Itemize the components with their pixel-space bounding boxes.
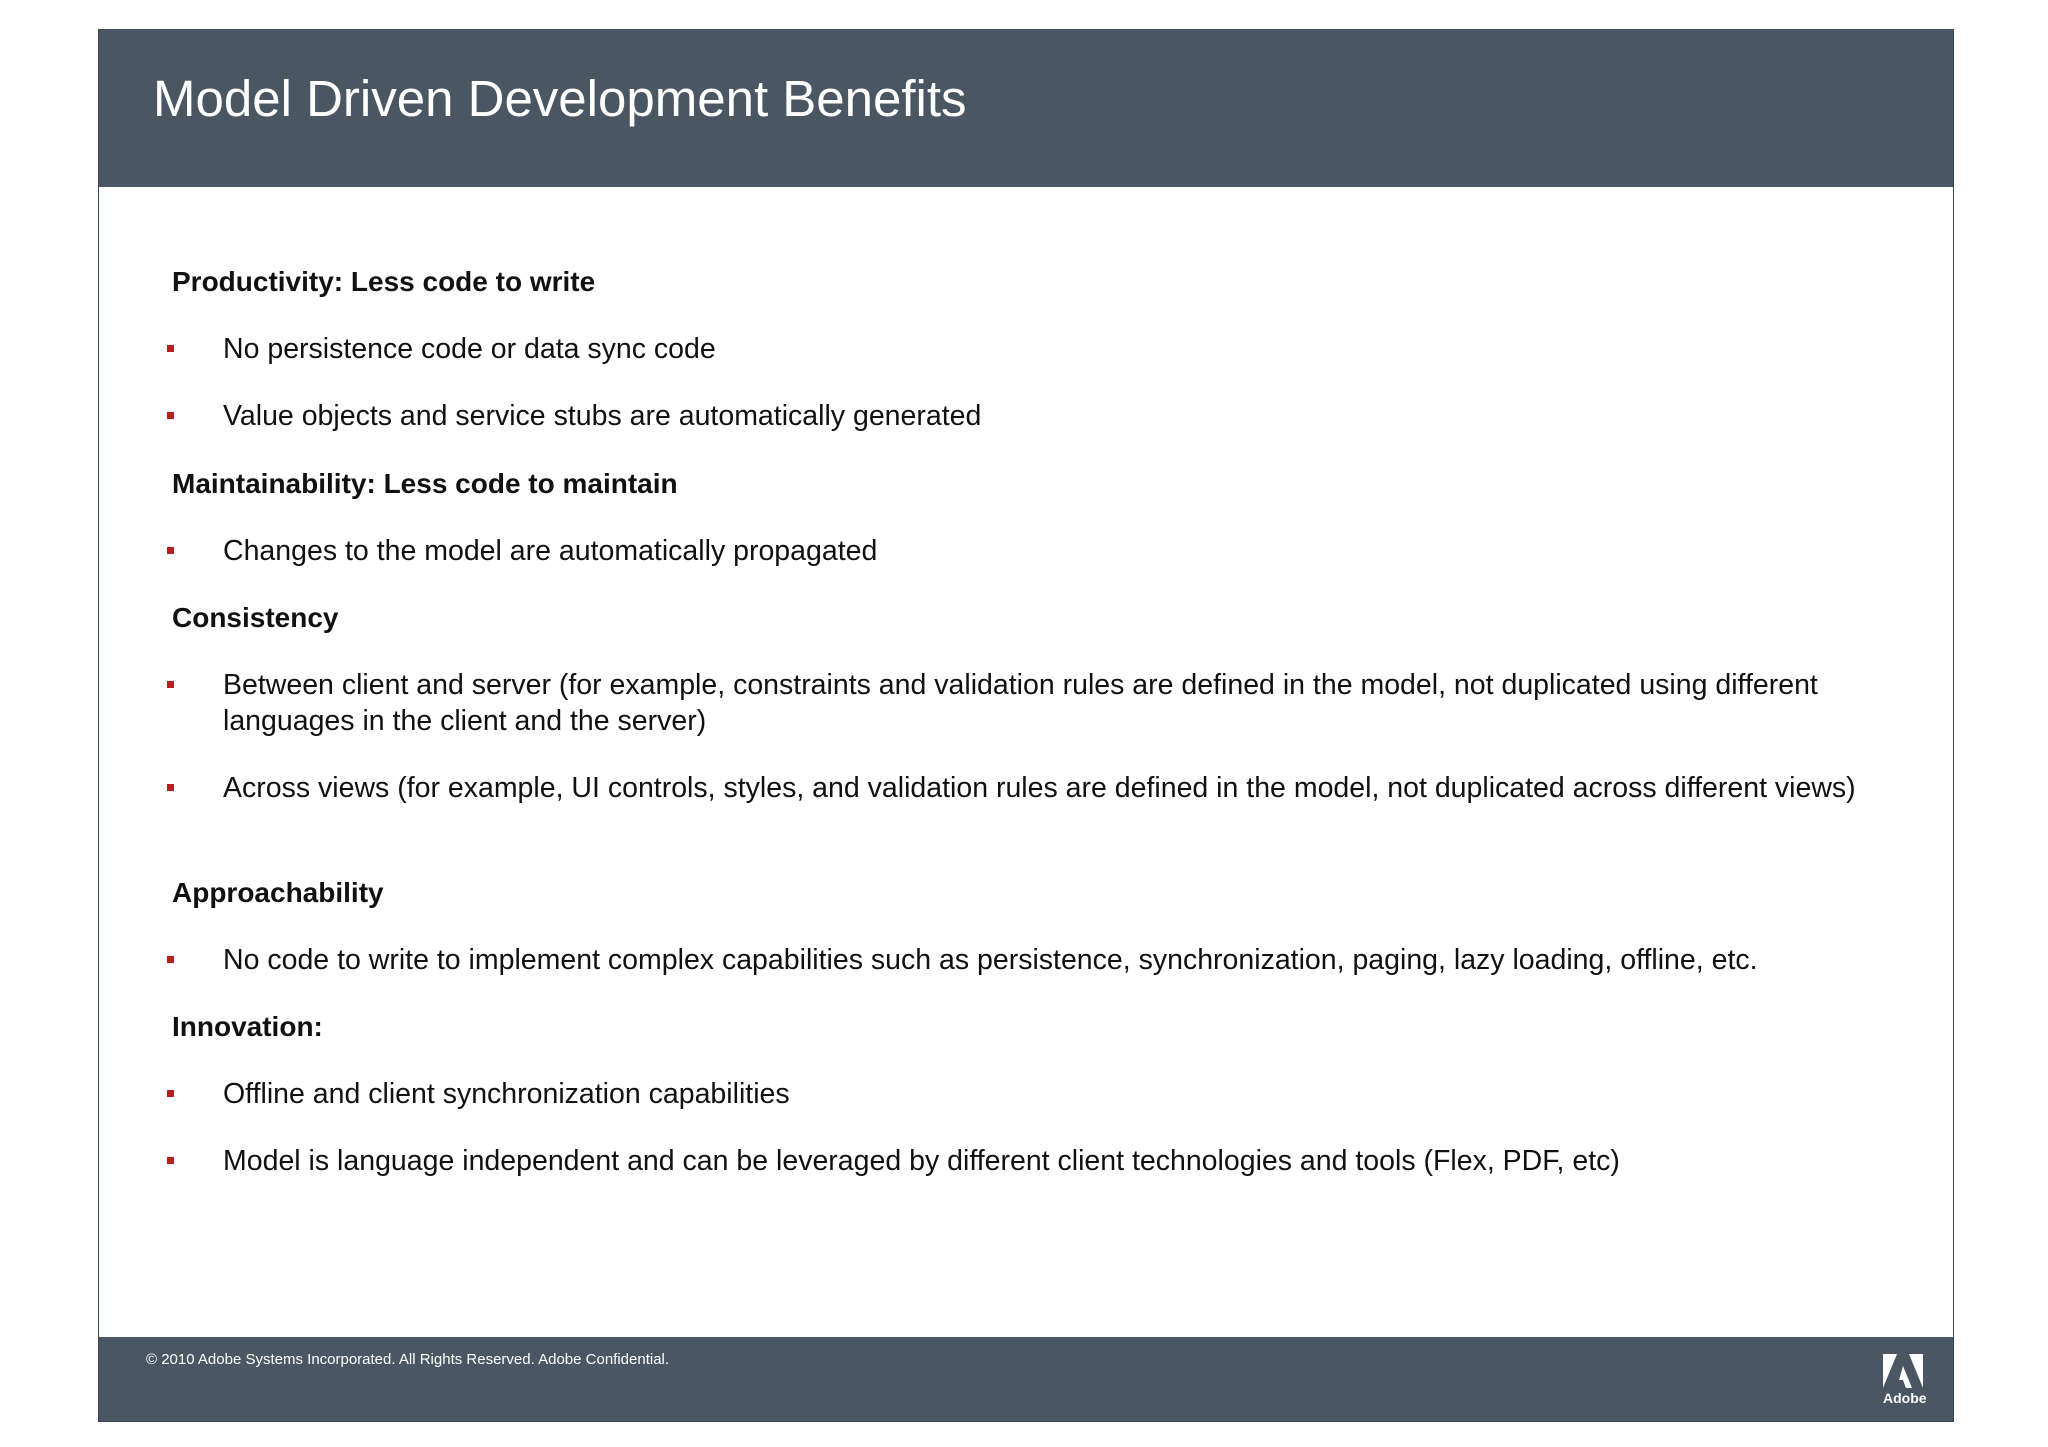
slide-title: Model Driven Development Benefits (153, 70, 967, 127)
bullet-marker (167, 784, 174, 791)
bullet-marker (167, 1157, 174, 1164)
bullet-marker (167, 345, 174, 352)
bullet-marker (167, 547, 174, 554)
adobe-logo (1883, 1354, 1927, 1408)
bullet-marker (167, 412, 174, 419)
bullet-text: Changes to the model are automatically propagated (223, 535, 878, 567)
bullet-marker (167, 1090, 174, 1097)
bullet-text: Value objects and service stubs are automatically generated (223, 400, 982, 432)
bullet-text: Between client and server (for example, constraints and validation rules are defined in the model, not duplicated using different languages in the client and the server) (223, 669, 1818, 737)
bullet-text: No persistence code or data sync code (223, 333, 716, 365)
bullet-marker (167, 681, 174, 688)
bullet-text: Across views (for example, UI controls, styles, and validation rules are defined in the model, not duplicated across different views) (223, 772, 1856, 804)
adobe-logo-text: Adobe (1883, 1390, 1927, 1406)
section-heading-consistency: Consistency (172, 602, 339, 633)
section-heading-productivity: Productivity: Less code to write (172, 266, 596, 297)
section-heading-innovation: Innovation: (172, 1011, 323, 1042)
slide (98, 29, 1954, 1422)
bullet-text: Model is language independent and can be leveraged by different client technologies and tools (Flex, PDF, etc) (223, 1145, 1620, 1177)
bullet-text: Offline and client synchronization capabilities (223, 1078, 790, 1110)
bullet-text: No code to write to implement complex capabilities such as persistence, synchronization, paging, lazy loading, offline, etc. (223, 944, 1758, 976)
section-heading-maintainability: Maintainability: Less code to maintain (172, 468, 678, 499)
copyright-notice: © 2010 Adobe Systems Incorporated. All Rights Reserved. Adobe Confidential. (146, 1351, 670, 1368)
section-heading-approachability: Approachability (172, 877, 384, 908)
slide-footer (99, 1337, 1953, 1421)
slide-header (99, 30, 1953, 187)
adobe-logo-icon (1883, 1354, 1923, 1388)
bullet-marker (167, 956, 174, 963)
